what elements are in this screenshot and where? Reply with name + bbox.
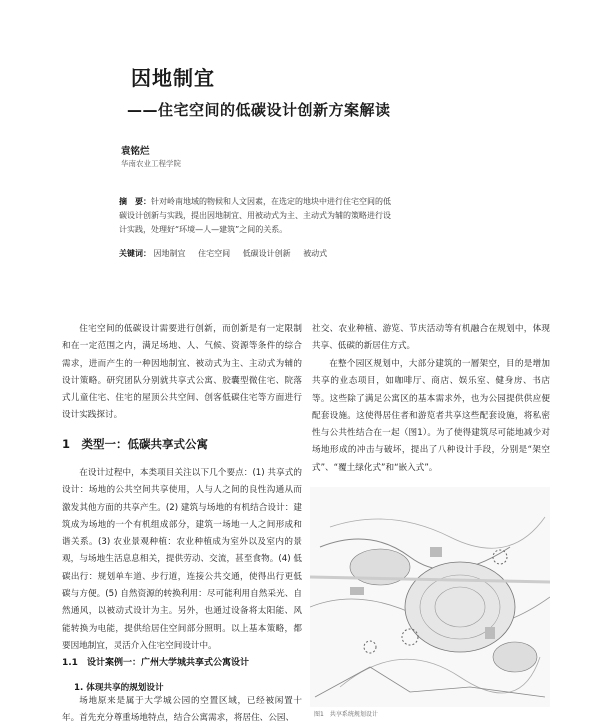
author-affiliation: 华南农业工程学院 — [121, 159, 181, 168]
subsection-paragraph — [62, 693, 302, 728]
keyword-item: 因地制宜 — [153, 249, 186, 258]
abstract-label: 摘 要： — [119, 197, 151, 206]
subsection-heading: 1. 体现共享的规划设计 — [74, 683, 164, 693]
keywords — [119, 248, 419, 259]
section1-paragraph — [62, 465, 302, 655]
section-heading-1: 1 类型一：低碳共享式公寓 — [62, 437, 209, 451]
planning-text: 在整个园区规划中，大部分建筑的一層架空，目的是增加共享的业态项目，如咖啡厅、商店、娱乐室、健身房、书店等。这些除了满足公寓区的基本需求外，也为公园提供供应便配套设施。这使得居住者和游览者共享这些配套设施，将私密性与公共性结合在一起（图1）。为了使得建筑尽可能地减少对场地形成的冲击与破坏，提出了八种设计手段，分别是“架空式”、“覆土绿化式”和“嵌入式”。 — [312, 359, 550, 473]
section-heading-1-1: 1.1 设计案例一：广州大学城共享式公寓设计 — [62, 658, 249, 668]
keyword-item: 住宅空间 — [198, 249, 231, 258]
keyword-item: 被动式 — [303, 249, 328, 258]
planning-paragraph — [312, 356, 550, 477]
abstract — [119, 195, 397, 237]
author-name: 袁铭烂 — [121, 146, 150, 157]
section1-text: 在设计过程中，本类项目关注以下几个要点：(1) 共享式的设计：场地的公共空间共享使用，人与人之间的良性沟通从而激发其他方面的共享产生。(2) 建筑与场地的有机结合设计：建筑成为场地的一个有机组成部分，建筑一场地一人之间形成和谐关系。(3) 农业景观种植：农业种植成为室外以及室内的景观，与场地生活息息相关，提供劳动、交流，甚至食物。(4) 低碳出行：规划单车道、步行道，连接公共交通，使得出行更低碳与方便。(5) 自然资源的转换利用：尽可能利用自然采光、自然通风，以被动式设计为主。另外，也通过设备将太阳能、风能转换为电能，提供给居住空间部分照明。以上基本策略，都要因地制宜，灵活介入住宅空间设计中。 — [62, 468, 302, 651]
keyword-item: 低碳设计创新 — [242, 249, 291, 258]
subsection-text: 场地原来是属于大学城公园的空置区域，已经被闲置十年。首先充分尊重场地特点，结合公寓需求，将居住、公园、 — [62, 696, 302, 724]
intro-paragraph-left — [62, 321, 302, 425]
keywords-label: 关键词： — [119, 249, 151, 258]
article-title: 因地制宜 — [131, 66, 215, 90]
figure-caption: 图1 共享系统规划设计 — [314, 711, 378, 718]
intro-paragraph-right — [312, 321, 550, 356]
site-plan-figure — [310, 487, 550, 707]
article-subtitle: ——住宅空间的低碳设计创新方案解读 — [127, 101, 391, 119]
abstract-text: 针对岭南地域的物候和人文因素，在选定的地块中进行住宅空间的低碳设计创新与实践，提出因地制宜、用被动式为主、主动式为辅的策略进行设计实践，处理好“环境—人—建筑”之间的关系。 — [119, 197, 391, 234]
intro-right-text: 社交、农业种植、游览、节庆活动等有机融合在规划中，体现共享、低碳的新居住方式。 — [312, 324, 550, 352]
intro-text: 住宅空间的低碳设计需要进行创新，而创新是有一定限制和在一定范围之内，满足场地、人、气候、资源等条件的综合需求，进而产生的一种因地制宜、被动式为主、主动式为辅的设计策略。研究团队分别就共享式公寓、胶囊型微住宅、院落式儿童住宅、住宅的屋顶公共空间、创客低碳住宅等方面进行设计实践探讨。 — [62, 324, 302, 421]
